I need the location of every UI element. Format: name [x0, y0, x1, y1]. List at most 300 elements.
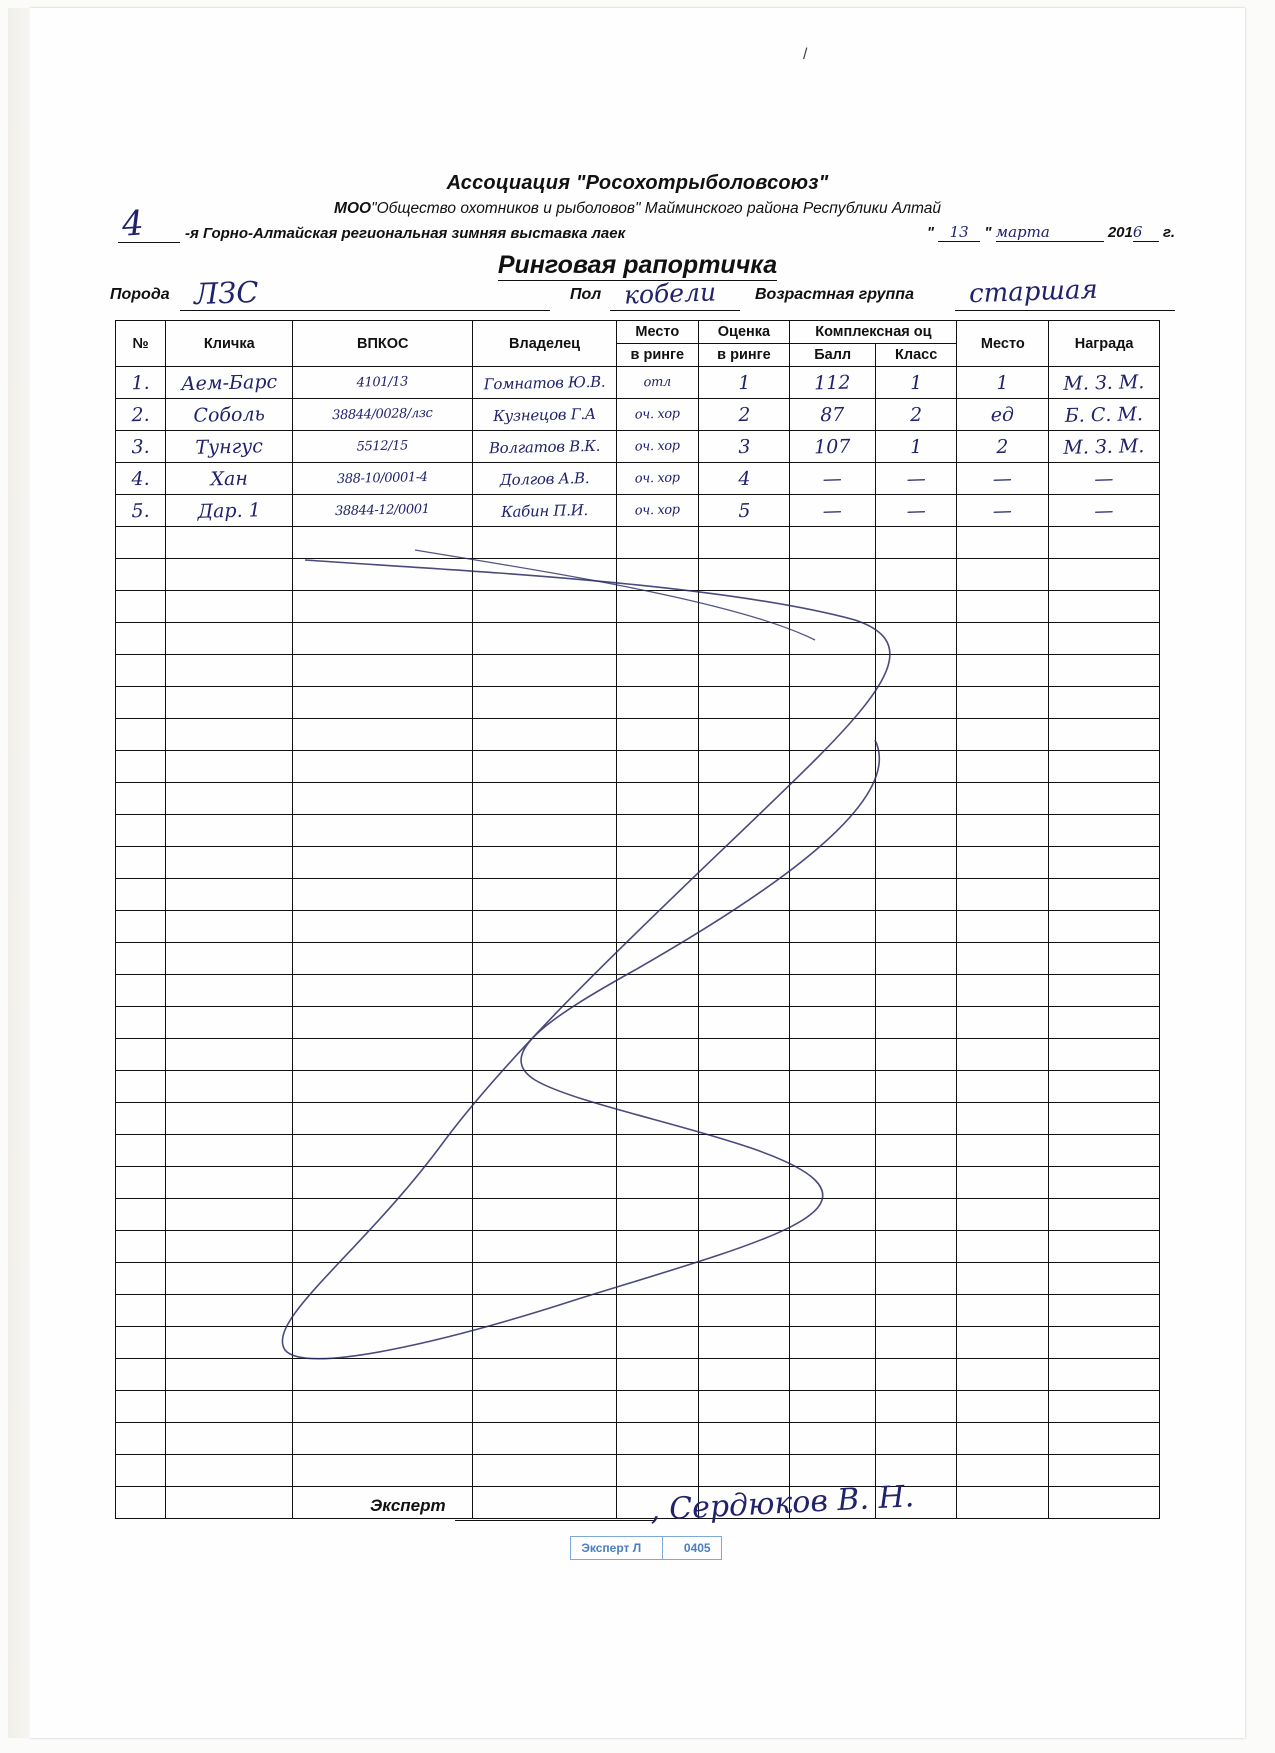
cell-empty: [1049, 879, 1160, 911]
th-award: Награда: [1049, 321, 1160, 367]
cell-empty: [1049, 1167, 1160, 1199]
cell-empty: [790, 1039, 876, 1071]
cell-empty: [1049, 815, 1160, 847]
cell-empty: [875, 751, 956, 783]
table-row[interactable]: [116, 495, 1160, 527]
cell-empty: [293, 623, 473, 655]
date-block: [927, 223, 1175, 242]
table-row-empty[interactable]: [116, 975, 1160, 1007]
cell-place-ring: [617, 495, 698, 527]
cell-class: [875, 399, 956, 431]
cell-empty: [790, 1359, 876, 1391]
cell-empty: [790, 719, 876, 751]
cell-place-ring: [617, 367, 698, 399]
th-owner: Владелец: [473, 321, 617, 367]
table-row-empty[interactable]: [116, 623, 1160, 655]
cell-empty: [116, 1359, 166, 1391]
cell-empty: [957, 1007, 1049, 1039]
cell-empty: [617, 1455, 698, 1487]
cell-no-text: 1.: [131, 371, 150, 394]
table-row-empty[interactable]: [116, 1135, 1160, 1167]
cell-empty: [1049, 1359, 1160, 1391]
cell-empty: [1049, 687, 1160, 719]
cell-empty: [473, 943, 617, 975]
cell-empty: [116, 783, 166, 815]
expo-title: -я Горно-Алтайская региональная зимняя выставка лаек: [185, 225, 626, 242]
cell-empty: [698, 1199, 790, 1231]
cell-award: [1049, 399, 1160, 431]
cell-empty: [116, 1071, 166, 1103]
th-ball: Балл: [790, 344, 876, 367]
cell-empty: [1049, 975, 1160, 1007]
cell-empty: [293, 815, 473, 847]
table-row-empty[interactable]: [116, 911, 1160, 943]
cell-empty: [790, 655, 876, 687]
age-value-field[interactable]: [955, 274, 1175, 311]
table-row-empty[interactable]: [116, 527, 1160, 559]
cell-empty: [473, 1423, 617, 1455]
cell-empty: [1049, 1071, 1160, 1103]
cell-empty: [166, 783, 293, 815]
cell-place-text: —: [993, 499, 1013, 522]
cell-empty: [875, 783, 956, 815]
expo-number-underline: [118, 242, 180, 243]
cell-empty: [617, 1295, 698, 1327]
cell-empty: [293, 911, 473, 943]
cell-ball: [790, 367, 876, 399]
cell-empty: [875, 1135, 956, 1167]
cell-empty: [116, 623, 166, 655]
cell-empty: [957, 1391, 1049, 1423]
cell-empty: [698, 655, 790, 687]
cell-class: [875, 463, 956, 495]
org-prefix: МОО: [334, 200, 372, 217]
cell-empty: [617, 847, 698, 879]
table-row-empty[interactable]: [116, 687, 1160, 719]
cell-class-text: —: [906, 467, 926, 490]
cell-empty: [790, 527, 876, 559]
cell-empty: [293, 1327, 473, 1359]
cell-empty: [617, 559, 698, 591]
table-row-empty[interactable]: [116, 943, 1160, 975]
cell-empty: [166, 559, 293, 591]
table-header-row: [116, 321, 1160, 344]
cell-empty: [473, 1199, 617, 1231]
cell-empty: [617, 751, 698, 783]
cell-vpkos: [293, 495, 473, 527]
th-complex: Комплексная оц: [790, 321, 957, 344]
cell-empty: [875, 1423, 956, 1455]
cell-vpkos: [293, 399, 473, 431]
cell-empty: [166, 1007, 293, 1039]
cell-empty: [957, 1263, 1049, 1295]
cell-empty: [473, 623, 617, 655]
cell-empty: [957, 783, 1049, 815]
cell-empty: [790, 847, 876, 879]
cell-empty: [1049, 527, 1160, 559]
cell-empty: [957, 847, 1049, 879]
cell-empty: [473, 1167, 617, 1199]
table-row-empty[interactable]: [116, 1199, 1160, 1231]
year-prefix: 201: [1107, 224, 1133, 241]
cell-empty: [166, 1199, 293, 1231]
cell-empty: [166, 1167, 293, 1199]
cell-empty: [617, 879, 698, 911]
table-row-empty[interactable]: [116, 1071, 1160, 1103]
cell-owner: [473, 495, 617, 527]
cell-empty: [617, 687, 698, 719]
cell-empty: [116, 1455, 166, 1487]
cell-empty: [1049, 1103, 1160, 1135]
cell-mark-ring: [698, 431, 790, 463]
cell-empty: [957, 623, 1049, 655]
cell-empty: [116, 1423, 166, 1455]
cell-empty: [473, 815, 617, 847]
cell-owner: [473, 367, 617, 399]
expert-signature-line[interactable]: [455, 1520, 655, 1521]
quote-open: ": [926, 224, 934, 241]
cell-empty: [698, 1007, 790, 1039]
cell-ball-text: 112: [814, 371, 852, 394]
cell-empty: [293, 879, 473, 911]
cell-empty: [473, 847, 617, 879]
expert-label: Эксперт: [370, 1496, 446, 1515]
table-row-empty[interactable]: [116, 1007, 1160, 1039]
cell-no-text: 5.: [131, 499, 150, 522]
cell-empty: [1049, 559, 1160, 591]
cell-empty: [293, 1135, 473, 1167]
table-row-empty[interactable]: [116, 1455, 1160, 1487]
cell-mark-ring-text: 2: [737, 403, 751, 426]
cell-empty: [698, 623, 790, 655]
table-row-empty[interactable]: [116, 1103, 1160, 1135]
cell-empty: [473, 911, 617, 943]
cell-empty: [698, 1263, 790, 1295]
stamp-number: 0405: [683, 1541, 711, 1555]
table-row[interactable]: [116, 399, 1160, 431]
table-row[interactable]: [116, 367, 1160, 399]
cell-empty: [293, 1103, 473, 1135]
cell-empty: [473, 879, 617, 911]
th-vpkos: ВПКОС: [293, 321, 473, 367]
cell-empty: [957, 527, 1049, 559]
cell-empty: [293, 751, 473, 783]
cell-owner: [473, 399, 617, 431]
table-row-empty[interactable]: [116, 783, 1160, 815]
cell-empty: [116, 1167, 166, 1199]
cell-nickname-text: Хан: [210, 467, 249, 490]
cell-no-text: 4.: [131, 467, 150, 490]
cell-empty: [790, 1199, 876, 1231]
table-row-empty[interactable]: [116, 1391, 1160, 1423]
document-sheet: [30, 8, 1245, 1738]
table-row-empty[interactable]: [116, 1359, 1160, 1391]
cell-empty: [1049, 1199, 1160, 1231]
cell-mark-ring: [698, 367, 790, 399]
cell-empty: [790, 815, 876, 847]
cell-empty: [116, 879, 166, 911]
cell-empty: [698, 751, 790, 783]
cell-empty: [875, 1327, 956, 1359]
cell-empty: [473, 591, 617, 623]
cell-empty: [473, 1007, 617, 1039]
table-row-empty[interactable]: [116, 591, 1160, 623]
cell-empty: [166, 943, 293, 975]
cell-empty: [116, 527, 166, 559]
cell-empty: [617, 719, 698, 751]
cell-empty: [116, 687, 166, 719]
cell-empty: [790, 1007, 876, 1039]
date-year: 6: [1132, 223, 1143, 241]
table-row-empty[interactable]: [116, 879, 1160, 911]
cell-empty: [116, 1039, 166, 1071]
cell-empty: [166, 1103, 293, 1135]
date-day: 13: [949, 223, 969, 241]
table-body: [116, 367, 1160, 1519]
cell-class-text: 1: [909, 371, 923, 394]
cell-empty: [166, 847, 293, 879]
cell-no-text: 3.: [131, 435, 150, 458]
cell-empty: [617, 1007, 698, 1039]
cell-award: [1049, 367, 1160, 399]
cell-empty: [166, 1039, 293, 1071]
cell-class: [875, 495, 956, 527]
cell-empty: [957, 1423, 1049, 1455]
cell-empty: [790, 911, 876, 943]
cell-empty: [875, 1263, 956, 1295]
cell-empty: [875, 1071, 956, 1103]
cell-empty: [166, 1295, 293, 1327]
table-row-empty[interactable]: [116, 815, 1160, 847]
cell-empty: [116, 1103, 166, 1135]
cell-empty: [473, 1327, 617, 1359]
cell-empty: [957, 943, 1049, 975]
cell-award: [1049, 495, 1160, 527]
cell-empty: [166, 815, 293, 847]
cell-vpkos: [293, 463, 473, 495]
cell-empty: [166, 1455, 293, 1487]
cell-empty: [116, 911, 166, 943]
cell-empty: [790, 1135, 876, 1167]
cell-empty: [790, 943, 876, 975]
table-row-empty[interactable]: [116, 1039, 1160, 1071]
table-row-empty[interactable]: [116, 655, 1160, 687]
cell-empty: [473, 1135, 617, 1167]
cell-empty: [875, 1199, 956, 1231]
cell-empty: [617, 1231, 698, 1263]
cell-empty: [875, 911, 956, 943]
cell-empty: [790, 879, 876, 911]
table-row-empty[interactable]: [116, 1167, 1160, 1199]
cell-empty: [116, 1295, 166, 1327]
cell-empty: [293, 1231, 473, 1263]
th-mark-ring-l1: Оценка: [698, 321, 790, 344]
cell-empty: [166, 1327, 293, 1359]
table-row-empty[interactable]: [116, 847, 1160, 879]
table-row-empty[interactable]: [116, 751, 1160, 783]
breed-value: ЛЗС: [193, 274, 260, 312]
table-row-empty[interactable]: [116, 1327, 1160, 1359]
cell-place: [957, 495, 1049, 527]
cell-vpkos-text: 38844-12/0001: [335, 501, 431, 520]
breed-value-field[interactable]: [180, 274, 550, 312]
table-row[interactable]: [116, 431, 1160, 463]
quote-close: ": [984, 224, 992, 241]
table-row-empty[interactable]: [116, 1263, 1160, 1295]
cell-empty: [875, 655, 956, 687]
cell-empty: [698, 719, 790, 751]
cell-empty: [473, 1103, 617, 1135]
cell-place-text: —: [993, 467, 1013, 490]
cell-empty: [957, 1071, 1049, 1103]
cell-empty: [293, 943, 473, 975]
cell-ball: [790, 495, 876, 527]
cell-empty: [698, 975, 790, 1007]
cell-place: [957, 431, 1049, 463]
cell-empty: [1049, 719, 1160, 751]
cell-empty: [116, 943, 166, 975]
cell-vpkos: [293, 431, 473, 463]
table-row-empty[interactable]: [116, 719, 1160, 751]
cell-empty: [698, 687, 790, 719]
cell-empty: [166, 975, 293, 1007]
cell-empty: [166, 527, 293, 559]
cell-empty: [698, 1391, 790, 1423]
cell-empty: [293, 687, 473, 719]
cell-empty: [473, 1455, 617, 1487]
cell-class-text: 1: [909, 435, 923, 458]
cell-empty: [116, 559, 166, 591]
cell-empty: [1049, 783, 1160, 815]
cell-empty: [473, 527, 617, 559]
cell-empty: [1049, 847, 1160, 879]
cell-empty: [698, 591, 790, 623]
organization-line: [30, 200, 1245, 218]
table-row-empty[interactable]: [116, 1231, 1160, 1263]
cell-no: [116, 463, 166, 495]
cell-empty: [617, 1071, 698, 1103]
cell-empty: [166, 911, 293, 943]
cell-place: [957, 367, 1049, 399]
cell-empty: [617, 1391, 698, 1423]
cell-empty: [116, 847, 166, 879]
cell-empty: [617, 1327, 698, 1359]
cell-empty: [166, 623, 293, 655]
cell-nickname: [166, 431, 293, 463]
cell-nickname-text: Дар. 1: [197, 498, 262, 523]
cell-class: [875, 431, 956, 463]
cell-empty: [698, 783, 790, 815]
table-row-empty[interactable]: [116, 1423, 1160, 1455]
table-row-empty[interactable]: [116, 1487, 1160, 1519]
cell-empty: [166, 1135, 293, 1167]
cell-empty: [473, 1039, 617, 1071]
stamp-divider: [662, 1537, 663, 1559]
cell-empty: [957, 1135, 1049, 1167]
cell-empty: [617, 943, 698, 975]
cell-empty: [617, 1423, 698, 1455]
cell-vpkos: [293, 367, 473, 399]
cell-no: [116, 431, 166, 463]
table-row-empty[interactable]: [116, 1295, 1160, 1327]
cell-empty: [116, 1135, 166, 1167]
cell-class-text: 2: [909, 403, 923, 426]
cell-empty: [1049, 1487, 1160, 1519]
cell-empty: [473, 687, 617, 719]
cell-empty: [957, 719, 1049, 751]
cell-empty: [617, 623, 698, 655]
cell-empty: [617, 655, 698, 687]
cell-place-ring: [617, 431, 698, 463]
cell-empty: [957, 1199, 1049, 1231]
cell-empty: [1049, 1455, 1160, 1487]
cell-place: [957, 463, 1049, 495]
cell-empty: [1049, 1327, 1160, 1359]
cell-empty: [957, 879, 1049, 911]
cell-empty: [473, 751, 617, 783]
cell-empty: [116, 1391, 166, 1423]
cell-empty: [166, 1423, 293, 1455]
cell-empty: [957, 1167, 1049, 1199]
sex-value-field[interactable]: [610, 277, 740, 311]
cell-empty: [293, 1007, 473, 1039]
cell-empty: [293, 1423, 473, 1455]
cell-ball: [790, 463, 876, 495]
cell-empty: [875, 879, 956, 911]
table-row[interactable]: [116, 463, 1160, 495]
table-row-empty[interactable]: [116, 559, 1160, 591]
cell-owner: [473, 463, 617, 495]
cell-empty: [1049, 1295, 1160, 1327]
cell-empty: [698, 527, 790, 559]
expert-stamp: [570, 1536, 722, 1560]
cell-empty: [293, 1455, 473, 1487]
cell-ball-text: —: [822, 467, 843, 490]
cell-empty: [1049, 1391, 1160, 1423]
cell-empty: [473, 1071, 617, 1103]
cell-empty: [875, 1103, 956, 1135]
cell-vpkos-text: 5512/15: [356, 438, 409, 455]
th-nickname: Кличка: [166, 321, 293, 367]
cell-empty: [293, 591, 473, 623]
cell-empty: [166, 879, 293, 911]
cell-empty: [698, 1359, 790, 1391]
cell-empty: [698, 1423, 790, 1455]
cell-empty: [293, 719, 473, 751]
cell-empty: [957, 1327, 1049, 1359]
cell-empty: [116, 1327, 166, 1359]
cell-empty: [617, 591, 698, 623]
cell-ball: [790, 399, 876, 431]
ring-report-table: [115, 320, 1160, 1519]
cell-empty: [957, 1039, 1049, 1071]
cell-empty: [617, 815, 698, 847]
cell-ball: [790, 431, 876, 463]
cell-empty: [957, 1359, 1049, 1391]
cell-empty: [166, 1487, 293, 1519]
cell-empty: [790, 559, 876, 591]
cell-empty: [166, 1231, 293, 1263]
cell-empty: [617, 783, 698, 815]
th-no: №: [116, 321, 166, 367]
cell-empty: [875, 623, 956, 655]
cell-empty: [473, 1231, 617, 1263]
cell-empty: [617, 975, 698, 1007]
cell-empty: [1049, 1423, 1160, 1455]
cell-empty: [293, 975, 473, 1007]
cell-owner-text: Долгов А.В.: [499, 468, 590, 489]
cell-empty: [293, 1359, 473, 1391]
